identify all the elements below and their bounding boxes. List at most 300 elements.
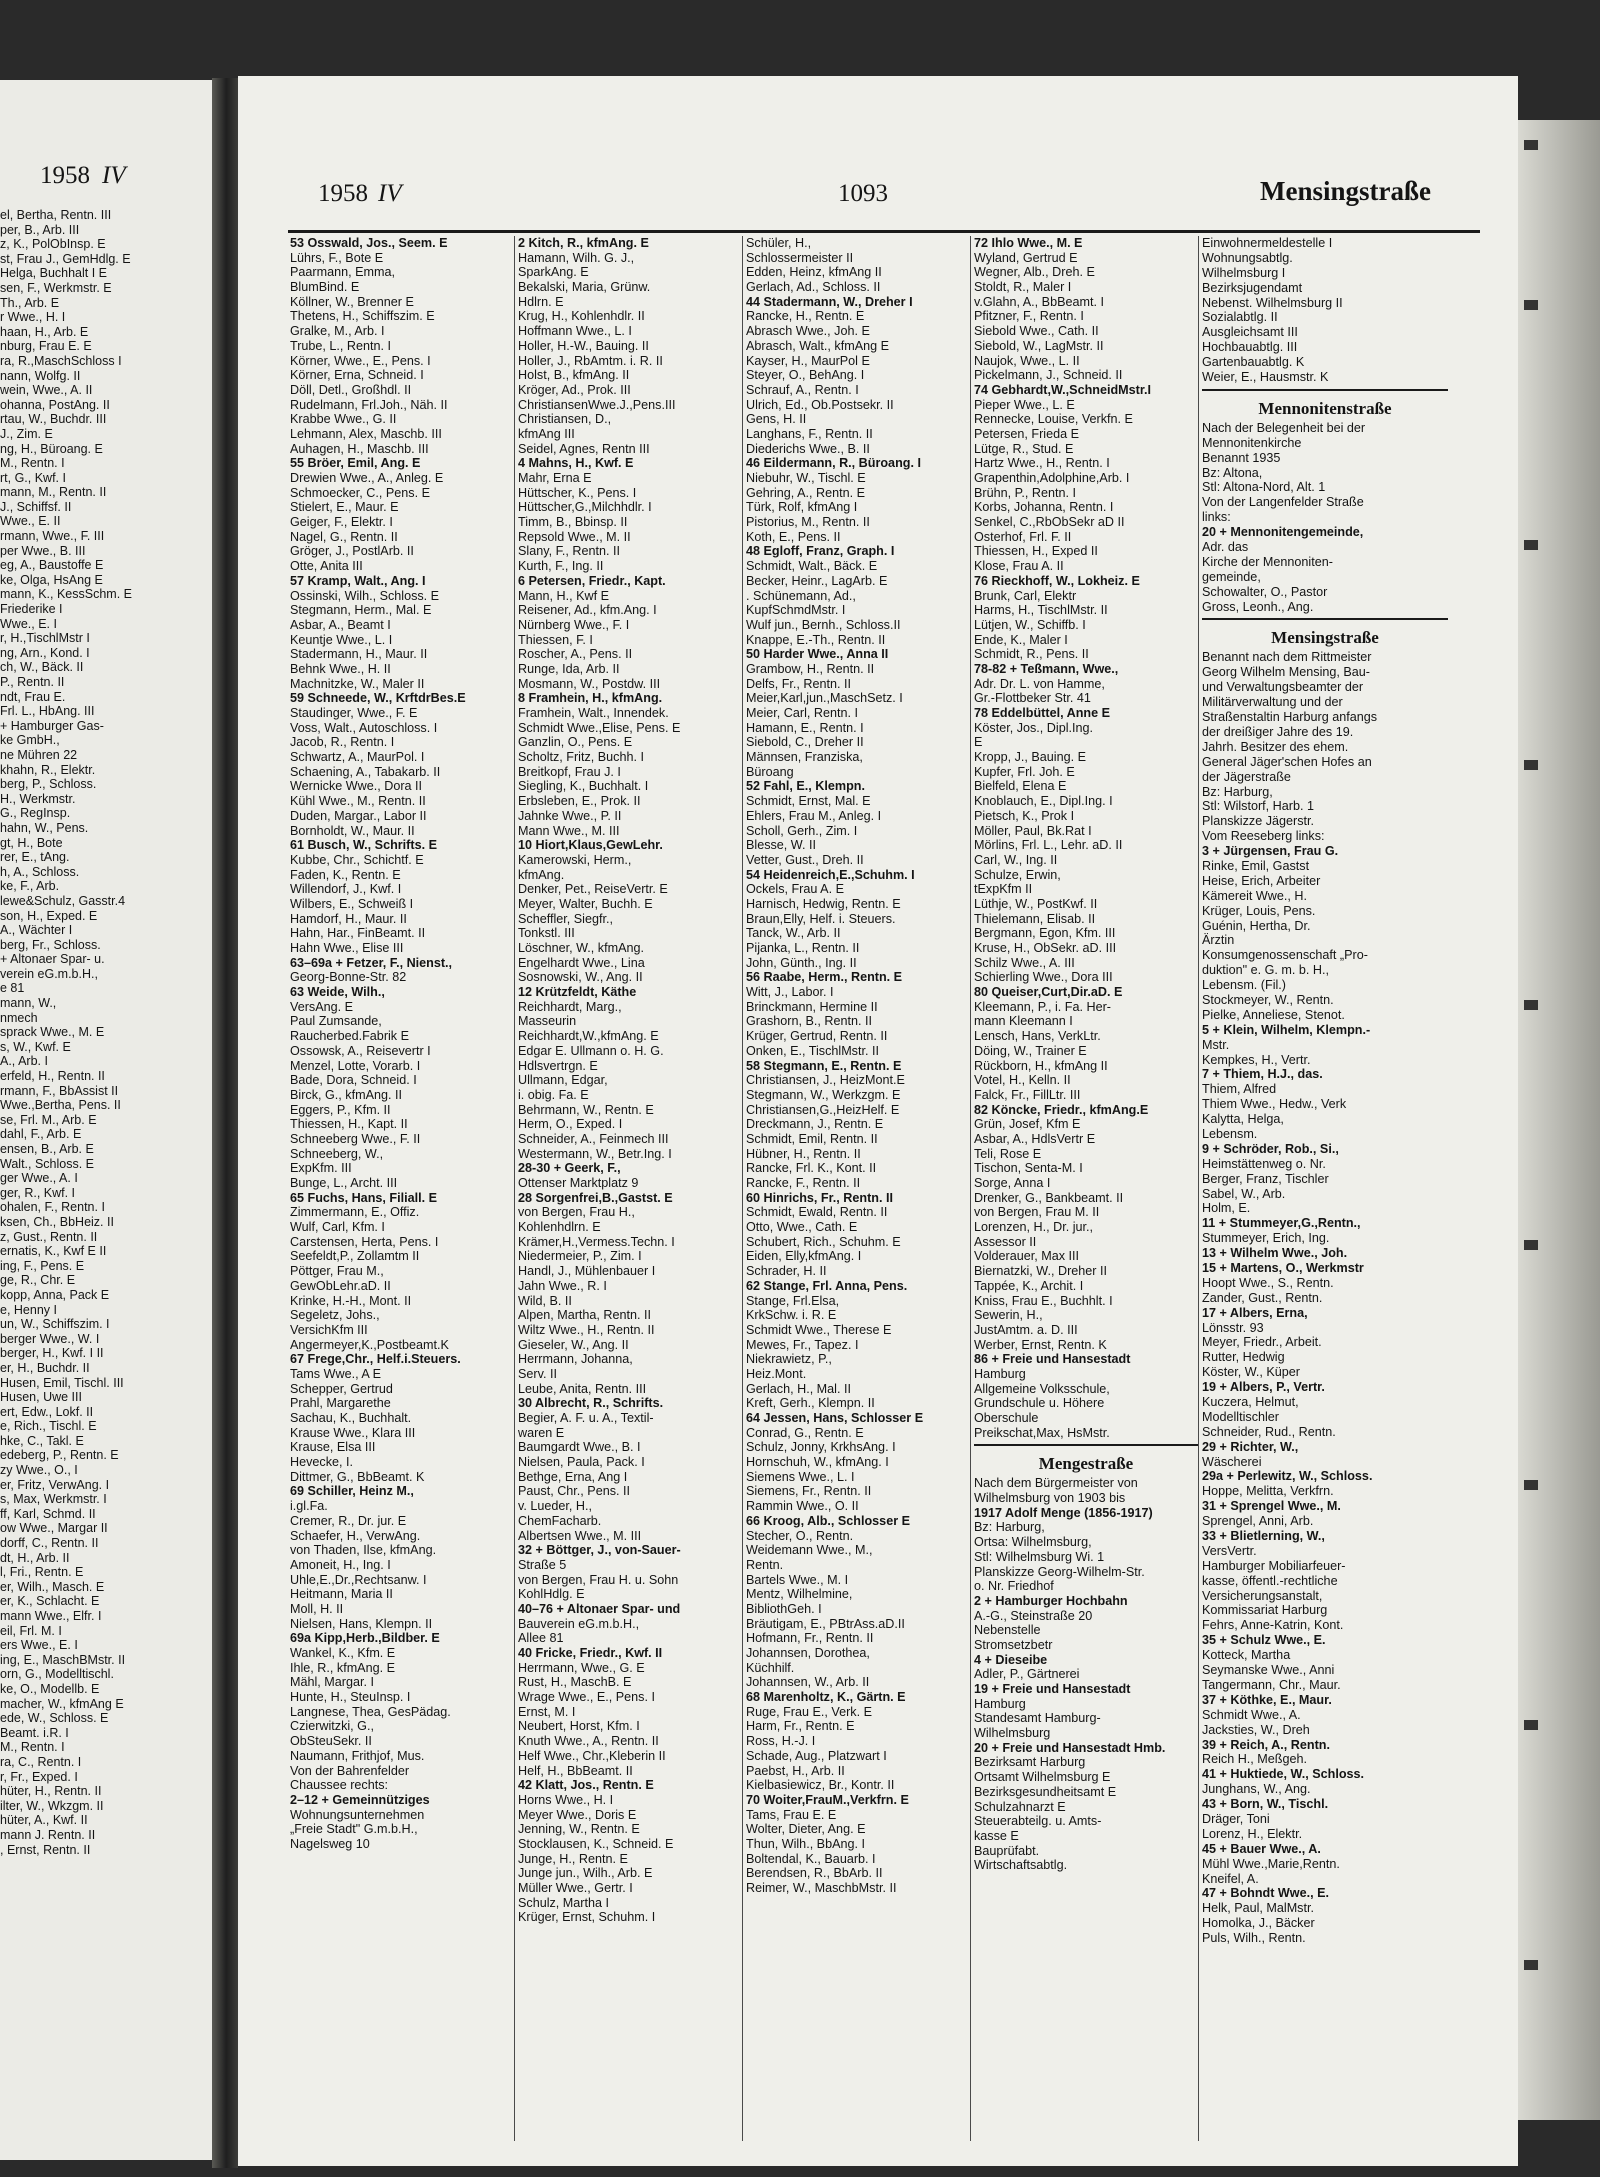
- resident-entry: Neubert, Horst, Kfm. I: [518, 1719, 640, 1734]
- resident-entry: Wild, B. II: [518, 1293, 572, 1308]
- resident-entry: Stegmann, Herm., Mal. E: [290, 603, 432, 618]
- resident-entry: Brinckmann, Hermine II: [746, 999, 878, 1014]
- resident-entry: Johannsen, Dorothea,: [746, 1646, 870, 1660]
- house-number-entry: 3 + Jürgensen, Frau G.: [1202, 844, 1339, 859]
- house-number-entry: 43 + Born, W., Tischl.: [1202, 1797, 1329, 1812]
- left-page-entry: M., Rentn. I: [0, 1740, 65, 1755]
- resident-entry: Pijanka, L., Rentn. II: [746, 941, 860, 955]
- resident-entry: Seidel, Agnes, Rentn III: [518, 441, 650, 456]
- resident-entry: Herrmann, Wwe., G. E: [518, 1660, 645, 1675]
- resident-entry: Kuczera, Helmut,: [1202, 1395, 1299, 1410]
- house-number-entry: 62 Stange, Frl. Anna, Pens.: [746, 1278, 908, 1293]
- resident-entry: von Bergen, Frau H. u. Sohn: [518, 1572, 679, 1587]
- resident-entry: Hoffmann Wwe., L. I: [518, 324, 632, 339]
- left-page-entry: r, Fr., Exped. I: [0, 1769, 78, 1784]
- resident-entry: Rancke, F., Rentn. II: [746, 1176, 861, 1190]
- left-page-entry: ede, W., Schloss. E: [0, 1711, 109, 1726]
- left-page-entry: er, Wilh., Masch. E: [0, 1579, 105, 1594]
- resident-entry: Wilbers, E., Schweiß I: [290, 896, 414, 911]
- resident-entry: tExpKfm II: [974, 882, 1033, 897]
- left-page-entry: Helga, Buchhalt I E: [0, 266, 108, 281]
- resident-entry: kasse E: [974, 1828, 1019, 1843]
- resident-entry: Heiz.Mont.: [746, 1366, 807, 1381]
- resident-entry: Schaefer, H., VerwAng.: [290, 1528, 421, 1543]
- left-page-entry: Wwe.,Bertha, Pens. II: [0, 1098, 121, 1113]
- resident-entry: Ossinski, Wilh., Schloss. E: [290, 588, 440, 603]
- resident-entry: Steyer, O., BehAng. I: [746, 368, 865, 383]
- house-number-entry: 63 Weide, Wilh.,: [290, 985, 385, 1000]
- resident-entry: Dreckmann, J., Rentn. E: [746, 1117, 884, 1132]
- resident-entry: Körner, Erna, Schneid. I: [290, 368, 424, 383]
- resident-entry: Teli, Rose E: [974, 1146, 1042, 1161]
- resident-entry: Mühl Wwe.,Marie,Rentn.: [1202, 1856, 1340, 1871]
- resident-entry: ChemFacharb.: [518, 1513, 602, 1528]
- resident-entry: Männsen, Franziska,: [746, 750, 863, 765]
- house-number-entry: 72 Ihlo Wwe., M. E: [974, 236, 1083, 250]
- resident-entry: Rammin Wwe., O. II: [746, 1499, 859, 1514]
- resident-entry: Wolter, Dieter, Ang. E: [746, 1822, 866, 1837]
- left-page-entry: dahl, F., Arb. E: [0, 1127, 82, 1142]
- resident-entry: Stadermann, H., Maur. II: [290, 647, 428, 662]
- resident-entry: Schlossermeister II: [746, 250, 854, 265]
- resident-entry: Siebold, W., LagMstr. II: [974, 338, 1104, 353]
- resident-entry: Seymanske Wwe., Anni: [1202, 1663, 1335, 1678]
- resident-entry: Schmidt, Ernst, Mal. E: [746, 794, 871, 809]
- left-page-entry: ksen, Ch., BbHeiz. II: [0, 1214, 114, 1229]
- resident-entry: Westermann, W., Betr.Ing. I: [518, 1146, 672, 1161]
- resident-entry: Preikschat,Max, HsMstr.: [974, 1425, 1110, 1440]
- house-number-entry: 8 Framhein, H., kfmAng.: [518, 691, 663, 706]
- house-number-entry: 54 Heidenreich,E.,Schuhm. I: [746, 867, 915, 882]
- left-page-entry: s, W., Kwf. E: [0, 1039, 71, 1054]
- resident-entry: Lebensm.: [1202, 1126, 1258, 1141]
- resident-entry: Hamburg: [974, 1366, 1026, 1381]
- house-number-entry: 31 + Sprengel Wwe., M.: [1202, 1499, 1341, 1514]
- street-section-title: Mensingstraße: [1271, 628, 1379, 648]
- resident-entry: Lorenz, H., Elektr.: [1202, 1826, 1303, 1841]
- house-number-entry: 65 Fuchs, Hans, Filiall. E: [290, 1190, 437, 1205]
- resident-entry: Thiem Wwe., Hedw., Verk: [1202, 1097, 1347, 1112]
- resident-entry: Stoldt, R., Maler I: [974, 280, 1072, 295]
- resident-entry: Adr. das: [1202, 540, 1249, 555]
- left-page-entry: ra, R.,MaschSchloss I: [0, 353, 122, 368]
- resident-entry: Horns Wwe., H. I: [518, 1792, 614, 1807]
- resident-entry: Brühn, P., Rentn. I: [974, 485, 1076, 500]
- resident-entry: JustAmtm. a. D. III: [974, 1322, 1078, 1337]
- resident-entry: Langnese, Thea, GesPädag.: [290, 1704, 451, 1719]
- left-page-entry: kopp, Anna, Pack E: [0, 1287, 110, 1302]
- resident-entry: Bade, Dora, Schneid. I: [290, 1073, 417, 1088]
- resident-entry: Planskizze Georg-Wilhelm-Str.: [974, 1564, 1145, 1579]
- resident-entry: Onken, E., TischlMstr. II: [746, 1043, 879, 1058]
- house-number-entry: 42 Klatt, Jos., Rentn. E: [518, 1778, 654, 1793]
- resident-entry: Eggers, P., Kfm. II: [290, 1102, 391, 1117]
- resident-entry: Bezirksjugendamt: [1202, 280, 1303, 295]
- left-page-entry: eil, Frl. M. I: [0, 1623, 62, 1638]
- resident-entry: Knoblauch, E., Dipl.Ing. I: [974, 794, 1113, 809]
- resident-entry: Schmoecker, C., Pens. E: [290, 485, 430, 500]
- resident-entry: Benannt nach dem Rittmeister: [1202, 650, 1372, 665]
- resident-entry: Witt, J., Labor. I: [746, 985, 834, 1000]
- left-page-entry: r Wwe., H. I: [0, 310, 66, 325]
- resident-entry: Ihle, R., kfmAng. E: [290, 1660, 395, 1675]
- resident-entry: Scholtz, Fritz, Buchh. I: [518, 750, 644, 765]
- resident-entry: Thielemann, Elisab. II: [974, 911, 1096, 926]
- resident-entry: Sabel, W., Arb.: [1202, 1186, 1286, 1201]
- resident-entry: Benannt 1935: [1202, 450, 1281, 465]
- left-page-entry: mann, W.,: [0, 996, 57, 1011]
- resident-entry: Denker, Pet., ReiseVertr. E: [518, 882, 668, 897]
- resident-entry: Köster, W., Küper: [1202, 1365, 1300, 1380]
- resident-entry: ExpKfm. III: [290, 1161, 352, 1176]
- resident-entry: Auhagen, H., Maschb. III: [290, 441, 429, 456]
- left-page-entry: haan, H., Arb. E: [0, 324, 89, 339]
- resident-entry: Heise, Erich, Arbeiter: [1202, 873, 1321, 888]
- resident-entry: Framhein, Walt., Innendek.: [518, 706, 669, 720]
- left-page-entry: e 81: [0, 981, 25, 996]
- resident-entry: Lütge, R., Stud. E: [974, 441, 1074, 456]
- resident-entry: Pfitzner, F., Rentn. I: [974, 309, 1084, 324]
- resident-entry: Sewerin, H.,: [974, 1308, 1043, 1323]
- resident-entry: Begier, A. F. u. A., Textil-: [518, 1411, 654, 1425]
- left-page-entry: s, Max, Werkmstr. I: [0, 1492, 107, 1507]
- resident-entry: Tangermann, Chr., Maur.: [1202, 1677, 1341, 1692]
- resident-entry: Schmidt, Ewald, Rentn. II: [746, 1205, 888, 1220]
- resident-entry: Christiansen, D.,: [518, 412, 612, 427]
- resident-entry: Paarmann, Emma,: [290, 265, 395, 280]
- resident-entry: Schierling Wwe., Dora III: [974, 970, 1113, 985]
- left-page-entries: [0, 208, 212, 1857]
- resident-entry: Wohnungsabtlg.: [1202, 250, 1293, 265]
- house-number-entry: 45 + Bauer Wwe., A.: [1202, 1841, 1321, 1856]
- house-number-entry: 68 Marenholtz, K., Gärtn. E: [746, 1690, 906, 1705]
- resident-entry: Harm, Fr., Rentn. E: [746, 1719, 855, 1734]
- house-number-entry: 1917 Adolf Menge (1856-1917): [974, 1505, 1153, 1520]
- house-number-entry: 46 Eildermann, R., Büroang. I: [746, 456, 921, 471]
- left-page-entry: hahn, W., Pens.: [0, 820, 89, 835]
- resident-entry: Biernatzki, W., Dreher II: [974, 1264, 1107, 1279]
- left-page-entry: er, K., Schlacht. E: [0, 1594, 100, 1609]
- resident-entry: Schubert, Rich., Schuhm. E: [746, 1234, 901, 1249]
- resident-entry: Voss, Walt., Autoschloss. I: [290, 720, 438, 735]
- left-page-entry: ff, Karl, Schmd. II: [0, 1506, 96, 1521]
- resident-entry: Ortsa: Wilhelmsburg,: [974, 1535, 1092, 1550]
- resident-entry: Gehring, A., Rentn. E: [746, 485, 866, 500]
- house-number-entry: 82 Köncke, Friedr., kfmAng.E: [974, 1102, 1149, 1117]
- resident-entry: Bornholdt, W., Maur. II: [290, 823, 415, 838]
- resident-entry: Jenning, W., Rentn. E: [518, 1822, 640, 1837]
- left-page-entry: ohalen, F., Rentn. I: [0, 1200, 105, 1215]
- resident-entry: SparkAng. E: [518, 265, 589, 280]
- house-number-entry: 86 + Freie und Hansestadt: [974, 1352, 1131, 1367]
- house-number-entry: 12 Krützfeldt, Käthe: [518, 985, 637, 1000]
- resident-entry: Meyer Wwe., Doris E: [518, 1807, 637, 1822]
- resident-entry: Ullmann, Edgar,: [518, 1073, 608, 1088]
- resident-entry: Stummeyer, Erich, Ing.: [1202, 1231, 1330, 1246]
- resident-entry: Wirtschaftsabtlg.: [974, 1858, 1068, 1873]
- resident-entry: Standesamt Hamburg-: [974, 1711, 1101, 1726]
- left-page-entry: ke GmbH.,: [0, 733, 60, 748]
- resident-entry: Küchhilf.: [746, 1660, 795, 1675]
- resident-entry: Siebold Wwe., Cath. II: [974, 324, 1099, 339]
- left-page-entry: e, Rich., Tischl. E: [0, 1419, 97, 1434]
- resident-entry: Mann, H., Kwf E: [518, 588, 609, 603]
- resident-entry: Nagel, G., Rentn. II: [290, 529, 398, 544]
- resident-entry: Stielert, E., Maur. E: [290, 500, 399, 515]
- resident-entry: Carl, W., Ing. II: [974, 852, 1058, 867]
- left-page-entry: Walt., Schloss. E: [0, 1156, 95, 1171]
- resident-entry: Wilhelmsburg I: [1202, 265, 1286, 280]
- resident-entry: Hamburger Mobiliarfeuer-: [1202, 1558, 1346, 1573]
- resident-entry: Kohlenhdlrn. E: [518, 1220, 601, 1235]
- resident-entry: Grashorn, B., Rentn. II: [746, 1014, 872, 1029]
- resident-entry: Tappée, K., Archit. I: [974, 1278, 1084, 1293]
- house-number-entry: 29a + Perlewitz, W., Schloss.: [1202, 1469, 1373, 1484]
- resident-entry: Paul Zumsande,: [290, 1014, 382, 1029]
- house-number-entry: 29 + Richter, W.,: [1202, 1439, 1299, 1454]
- resident-entry: Lehmann, Alex, Maschb. III: [290, 426, 442, 441]
- left-page-entry: wein, Wwe., A. II: [0, 383, 93, 398]
- resident-entry: Bräutigam, E., PBtrAss.aD.II: [746, 1616, 905, 1631]
- resident-entry: Krug, H., Kohlenhdlr. II: [518, 309, 645, 324]
- left-page-entry: Beamt. i.R. I: [0, 1725, 69, 1740]
- resident-entry: Schulze, Erwin,: [974, 867, 1061, 882]
- resident-entry: Jacob, R., Rentn. I: [290, 735, 395, 750]
- left-page-entry: ke, F., Arb.: [0, 879, 60, 894]
- resident-entry: Geiger, F., Elektr. I: [290, 515, 393, 530]
- resident-entry: „Freie Stadt" G.m.b.H.,: [290, 1822, 418, 1837]
- left-page-entry: ing, E., MaschBMstr. II: [0, 1652, 126, 1667]
- left-page-entry: nann, Wolfg. II: [0, 368, 81, 383]
- resident-entry: Kalytta, Helga,: [1202, 1112, 1284, 1127]
- left-page-entry: lewe&Schulz, Gasstr.4: [0, 893, 126, 908]
- resident-entry: Osterhof, Frl. F. II: [974, 529, 1072, 544]
- resident-entry: VersVertr.: [1202, 1543, 1257, 1558]
- resident-entry: Schneeberg Wwe., F. II: [290, 1131, 421, 1146]
- resident-entry: Helf, H., BbBeamt. II: [518, 1763, 633, 1778]
- resident-entry: mann Kleemann I: [974, 1014, 1073, 1029]
- resident-entry: Stromsetzbetr: [974, 1637, 1053, 1652]
- resident-entry: Otte, Anita III: [290, 559, 363, 574]
- section-rule: [974, 1444, 1198, 1446]
- resident-entry: Hoopt Wwe., S., Rentn.: [1202, 1275, 1334, 1290]
- resident-entry: Militärverwaltung und der: [1202, 695, 1343, 710]
- house-number-entry: 78 Eddelbüttel, Anne E: [974, 706, 1110, 720]
- resident-entry: Körner, Wwe., E., Pens. I: [290, 353, 431, 368]
- left-page-entry: berger Wwe., W. I: [0, 1331, 100, 1346]
- resident-entry: Schneider, Rud., Rentn.: [1202, 1424, 1336, 1439]
- resident-entry: Krüger, Gertrud, Rentn. II: [746, 1029, 888, 1044]
- resident-entry: Schüler, H.,: [746, 236, 812, 250]
- resident-entry: Albertsen Wwe., M. III: [518, 1528, 642, 1543]
- resident-entry: Dräger, Toni: [1202, 1811, 1270, 1826]
- resident-entry: i.gl.Fa.: [290, 1499, 328, 1514]
- resident-entry: Kayser, H., MaurPol E: [746, 353, 870, 368]
- resident-entry: Vom Reeseberg links:: [1202, 829, 1325, 844]
- resident-entry: Thiessen, H., Kapt. II: [290, 1117, 408, 1132]
- left-page-entry: orn, G., Modelltischl.: [0, 1667, 114, 1682]
- resident-entry: Siebold, C., Dreher II: [746, 735, 864, 750]
- resident-entry: Meier, Carl, Rentn. I: [746, 706, 858, 720]
- resident-entry: Holst, B., kfmAng. II: [518, 368, 630, 383]
- resident-entry: Ausgleichsamt III: [1202, 325, 1298, 340]
- resident-entry: Ross, H.-J. I: [746, 1734, 816, 1749]
- resident-entry: Drewien Wwe., A., Anleg. E: [290, 471, 444, 485]
- resident-entry: E: [974, 735, 983, 750]
- resident-entry: Rückborn, H., kfmAng II: [974, 1058, 1108, 1073]
- resident-entry: Hüttscher,G.,Milchhdlr. I: [518, 500, 652, 515]
- resident-entry: Gr.-Flottbeker Str. 41: [974, 691, 1091, 706]
- resident-entry: Oberschule: [974, 1411, 1039, 1425]
- resident-entry: Otto, Wwe., Cath. E: [746, 1220, 858, 1235]
- resident-entry: Weidemann Wwe., M.,: [746, 1543, 873, 1558]
- resident-entry: Ockels, Frau A. E: [746, 882, 844, 897]
- left-page-entry: ow Wwe., Margar II: [0, 1521, 108, 1536]
- resident-entry: Pöttger, Frau M.,: [290, 1264, 384, 1279]
- resident-entry: VersichKfm III: [290, 1322, 368, 1337]
- resident-entry: Keuntje Wwe., L. I: [290, 632, 393, 647]
- left-page-entry: ra, C., Rentn. I: [0, 1754, 82, 1769]
- resident-entry: Slany, F., Rentn. II: [518, 544, 620, 559]
- resident-entry: Zimmermann, E., Offiz.: [290, 1205, 420, 1220]
- resident-entry: Georg-Bonne-Str. 82: [290, 970, 407, 985]
- left-page-entry: P., Rentn. II: [0, 675, 65, 689]
- page-number: 1093: [838, 180, 888, 207]
- left-page-entry: M., Rentn. I: [0, 456, 65, 471]
- house-number-entry: 70 Woiter,FrauM.,Verkfrn. E: [746, 1792, 909, 1807]
- resident-entry: Siemens, Fr., Rentn. II: [746, 1484, 872, 1499]
- resident-entry: Kupfer, Frl. Joh. E: [974, 764, 1075, 779]
- resident-entry: Menzel, Lotte, Vorarb. I: [290, 1058, 421, 1073]
- left-page-entry: dt, H., Arb. II: [0, 1550, 70, 1565]
- resident-entry: Nagelsweg 10: [290, 1836, 370, 1851]
- resident-entry: Von der Langenfelder Straße: [1202, 495, 1364, 510]
- resident-entry: Schmidt, Emil, Rentn. II: [746, 1131, 878, 1146]
- resident-entry: Georg Wilhelm Mensing, Bau-: [1202, 665, 1370, 680]
- resident-entry: Schwartz, A., MaurPol. I: [290, 750, 425, 765]
- resident-entry: Lensch, Hans, VerkLtr.: [974, 1029, 1101, 1044]
- resident-entry: Müller Wwe., Gertr. I: [518, 1881, 633, 1895]
- resident-entry: Mstr.: [1202, 1037, 1230, 1052]
- house-number-entry: 17 + Albers, Erna,: [1202, 1305, 1308, 1320]
- resident-entry: Pickelmann, J., Schneid. II: [974, 368, 1123, 383]
- left-page-entry: Wwe., E. II: [0, 514, 61, 529]
- resident-entry: Niedermeier, P., Zim. I: [518, 1249, 642, 1264]
- left-page-header: [40, 162, 126, 190]
- resident-entry: Schulz, Martha I: [518, 1895, 609, 1910]
- resident-entry: Herrmann, Johanna,: [518, 1352, 633, 1367]
- resident-entry: Ruge, Frau E., Verk. E: [746, 1704, 872, 1719]
- resident-entry: Kirche der Mennoniten-: [1202, 554, 1333, 569]
- house-number-entry: 69 Schiller, Heinz M.,: [290, 1484, 414, 1499]
- left-page-entry: ger, R., Kwf. I: [0, 1185, 76, 1200]
- resident-entry: Nielsen, Hans, Klempn. II: [290, 1616, 433, 1631]
- resident-entry: Vetter, Gust., Dreh. II: [746, 852, 864, 867]
- section-rule: [1202, 389, 1448, 391]
- resident-entry: der Jägerstraße: [1202, 769, 1291, 784]
- left-page-entry: rt, G., Kwf. I: [0, 470, 66, 485]
- left-page-entry: sprack Wwe., M. E: [0, 1025, 105, 1040]
- resident-entry: Schulzahnarzt E: [974, 1799, 1066, 1814]
- resident-entry: Abrasch Wwe., Joh. E: [746, 324, 870, 339]
- resident-entry: Thetens, H., Schiffszim. E: [290, 309, 435, 324]
- house-number-entry: 5 + Klein, Wilhelm, Klempn.-: [1202, 1022, 1371, 1037]
- resident-entry: Kommissariat Harburg: [1202, 1603, 1328, 1618]
- resident-entry: Meier,Karl,jun.,MaschSetz. I: [746, 691, 903, 706]
- resident-entry: Stockmeyer, W., Rentn.: [1202, 992, 1334, 1007]
- resident-entry: Rust, H., MaschB. E: [518, 1675, 632, 1690]
- resident-entry: Junghans, W., Ang.: [1202, 1782, 1311, 1797]
- resident-entry: Nielsen, Paula, Pack. I: [518, 1455, 645, 1470]
- resident-entry: Reichhardt, Marg.,: [518, 999, 622, 1014]
- resident-entry: Czierwitzki, G.,: [290, 1719, 374, 1734]
- resident-entry: Lorenzen, H., Dr. jur.,: [974, 1220, 1093, 1235]
- resident-entry: von Bergen, Frau H.,: [518, 1205, 635, 1220]
- resident-entry: Grundschule u. Höhere: [974, 1396, 1105, 1411]
- resident-entry: Adr. Dr. L. von Hamme,: [974, 676, 1105, 691]
- resident-entry: Boltendal, K., Bauarb. I: [746, 1851, 876, 1866]
- resident-entry: Raucherbed.Fabrik E: [290, 1029, 410, 1044]
- resident-entry: Tonkstl. III: [518, 926, 575, 941]
- resident-entry: Gens, H. II: [746, 412, 807, 427]
- resident-entry: Wiltz Wwe., H., Rentn. II: [518, 1322, 655, 1337]
- house-number-entry: 7 + Thiem, H.J., das.: [1202, 1067, 1323, 1082]
- house-number-entry: 56 Raabe, Herm., Rentn. E: [746, 970, 903, 985]
- resident-entry: Wulf jun., Bernh., Schloss.II: [746, 617, 901, 632]
- left-page-entry: er, Fritz, VerwAng. I: [0, 1477, 110, 1492]
- resident-entry: Willendorf, J., Kwf. I: [290, 882, 402, 897]
- resident-entry: Kühl Wwe., M., Rentn. II: [290, 794, 426, 809]
- resident-entry: Gerlach, H., Mal. II: [746, 1381, 851, 1396]
- house-number-entry: 4 Mahns, H., Kwf. E: [518, 456, 634, 471]
- house-number-entry: 4 + Dieseibe: [974, 1652, 1048, 1667]
- resident-entry: Repsold Wwe., M. II: [518, 529, 631, 544]
- house-number-entry: 11 + Stummeyer,G.,Rentn.,: [1202, 1216, 1361, 1231]
- resident-entry: v. Lueder, H.,: [518, 1499, 592, 1514]
- resident-entry: Bethge, Erna, Ang I: [518, 1469, 628, 1484]
- resident-entry: Döing, W., Trainer E: [974, 1043, 1087, 1058]
- resident-entry: Kubbe, Chr., Schichtf. E: [290, 852, 424, 867]
- resident-entry: Allgemeine Volksschule,: [974, 1381, 1110, 1396]
- resident-entry: Jahrh. Besitzer des ehem.: [1202, 739, 1349, 754]
- resident-entry: Bz: Altona,: [1202, 465, 1263, 480]
- resident-entry: Trube, L., Rentn. I: [290, 338, 392, 353]
- resident-entry: Wilhelmsburg von 1903 bis: [974, 1491, 1126, 1506]
- house-number-entry: 60 Hinrichs, Fr., Rentn. II: [746, 1190, 893, 1205]
- resident-entry: Hübner, H., Rentn. II: [746, 1146, 861, 1161]
- house-number-entry: 37 + Köthke, E., Maur.: [1202, 1692, 1332, 1707]
- house-number-entry: 44 Stadermann, W., Dreher I: [746, 294, 913, 309]
- resident-entry: Schepper, Gertrud: [290, 1381, 393, 1396]
- resident-entry: Wyland, Gertrud E: [974, 250, 1078, 265]
- resident-entry: Braun,Elly, Helf. i. Steuers.: [746, 911, 896, 926]
- resident-entry: Nach der Belegenheit bei der: [1202, 420, 1366, 435]
- resident-entry: BibliothGeh. I: [746, 1601, 822, 1616]
- left-page-entry: Frl. L., HbAng. III: [0, 704, 95, 719]
- resident-entry: Korbs, Johanna, Rentn. I: [974, 500, 1114, 515]
- resident-entry: Büroang: [746, 764, 794, 779]
- column-3: [746, 236, 970, 2141]
- column-5: [1202, 236, 1448, 2141]
- street-section-title: Mengestraße: [1038, 1454, 1134, 1474]
- resident-entry: Schmidt Wwe., A.: [1202, 1707, 1301, 1722]
- left-page-entry: H., Werkmstr.: [0, 791, 76, 806]
- resident-entry: Krämer,H.,Vermess.Techn. I: [518, 1234, 675, 1249]
- house-number-entry: 15 + Martens, O., Werkmstr: [1202, 1261, 1364, 1275]
- left-page-entry: hke, C., Takl. E: [0, 1433, 84, 1448]
- house-number-entry: 9 + Schröder, Rob., Si.,: [1202, 1141, 1339, 1156]
- house-number-entry: 53 Osswald, Jos., Seem. E: [290, 236, 448, 250]
